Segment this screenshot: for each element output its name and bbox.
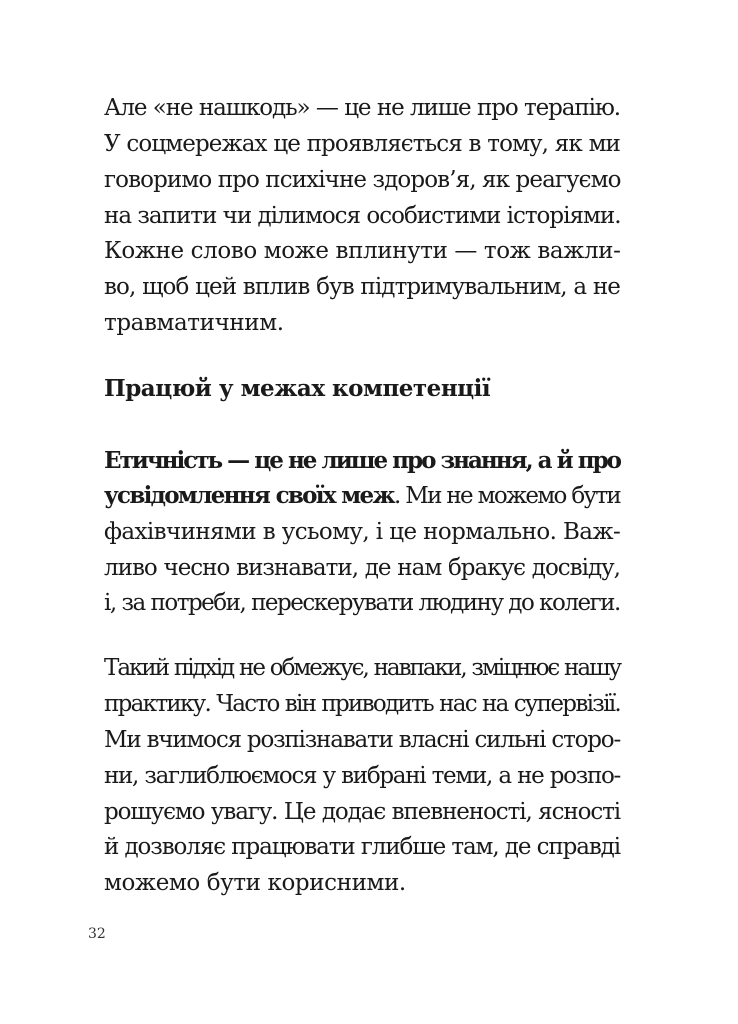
text-line: говоримо про психічне здоров’я, як реагуємо xyxy=(104,167,621,193)
text-line: фахівчинями в усьому, і це нормально. Важ- xyxy=(104,519,621,545)
text-line: Але «не нашкодь» — це не лише про терапію. xyxy=(104,95,620,121)
bold-text-line: Етичність — це не лише про знання, а й про xyxy=(104,447,620,474)
text-line: і, за потреби, перескерувати людину до колеги. xyxy=(104,590,620,616)
text-line: во, щоб цей вплив був підтримувальним, а не xyxy=(104,274,620,300)
section-heading: Працюй у межах компетенції xyxy=(104,375,491,402)
text-line: можемо бути корисними. xyxy=(104,870,406,896)
text-line xyxy=(104,481,620,511)
text-line: Кожне слово може вплинути — тож важли- xyxy=(104,238,621,264)
text-fragment: . Ми не можемо бути xyxy=(393,483,620,509)
page-number: 32 xyxy=(88,926,106,942)
text-line: У соцмережах це проявляється в тому, як ми xyxy=(104,131,620,157)
text-line: практику. Часто він приводить нас на супервізії. xyxy=(104,691,620,717)
text-line: травматичним. xyxy=(104,310,284,336)
bold-phrase: усвідомлення своїх меж xyxy=(104,482,394,509)
text-line: Ми вчимося розпізнавати власні сильні сторо- xyxy=(104,727,621,753)
text-line: на запити чи ділимося особистими історіями. xyxy=(104,203,621,229)
text-line: й дозволяє працювати глибше там, де справді xyxy=(104,834,620,860)
text-line: ливо чесно визнавати, де нам бракує досвіду, xyxy=(104,555,620,581)
text-line: ни, заглиблюємося у вибрані теми, а не розпо- xyxy=(104,763,620,789)
text-line: рошуємо увагу. Це додає впевненості, ясності xyxy=(104,799,620,825)
text-line: Такий підхід не обмежує, навпаки, зміцнює нашу xyxy=(104,655,620,681)
